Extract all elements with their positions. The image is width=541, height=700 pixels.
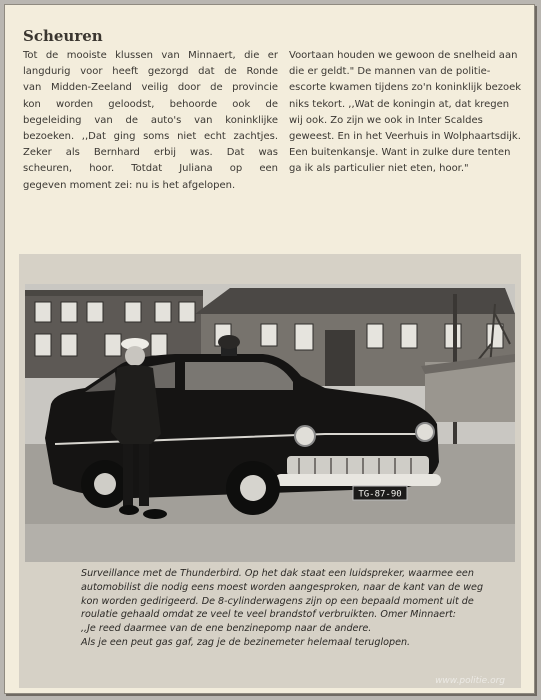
caption-line: kon worden gedirigeerd. De 8-cylinderwagens zijn op een bepaald moment uit de	[81, 595, 474, 607]
article-line: escorte kwamen tijdens zo'n koninklijk bezoek	[289, 82, 522, 94]
article-line: ga ik als particulier niet eten, hoor."	[289, 163, 469, 175]
caption-line: automobilist die nodig eens moest worden aangesproken, naar de kant van de weg	[81, 581, 484, 593]
section-heading: Scheuren	[23, 27, 103, 45]
article-line: van Midden-Zeeland veilig door de provincie	[23, 82, 278, 94]
article-line: scheuren, hoor. Totdat Juliana op een	[23, 163, 278, 175]
police-car-photo	[25, 284, 515, 562]
article-line: langdurig voor heeft gezorgd dat de Ronde	[23, 66, 278, 78]
caption-line: Als je een peut gas gaf, zag je de bezinemeter helemaal teruglopen.	[81, 636, 411, 648]
caption-line: roulatie gehaald omdat ze veel te veel brandstof verbruikten. Omer Minnaert:	[81, 609, 457, 621]
article-column-left	[23, 48, 278, 194]
article-line: wij ook. Zo zijn we ook in Inter Scaldes	[289, 114, 483, 126]
watermark: www.politie.org	[435, 676, 505, 686]
article-line: niks tekort. ,,Wat de koningin at, dat kregen	[289, 98, 510, 110]
caption-line: Surveillance met de Thunderbird. Op het dak staat een luidspreker, waarmee een	[81, 568, 474, 579]
caption-line: ,,Je reed daarmee van de ene benzinepomp naar de andere.	[81, 623, 372, 635]
article-line: gegeven moment zei: nu is het afgelopen.	[23, 179, 236, 191]
article-line: geweest. En in het Veerhuis in Wolphaartsdijk.	[289, 131, 521, 143]
article-line: kon worden geloodst, behoorde ook de	[23, 98, 278, 110]
photo-illustration	[25, 284, 515, 562]
article-line: Tot de mooiste klussen van Minnaert, die er	[23, 50, 278, 61]
article-line: Voortaan houden we gewoon de snelheid aan	[289, 50, 518, 61]
article-line: bezoeken. ,,Dat ging soms niet echt zachtjes.	[23, 131, 278, 143]
article-column-right	[289, 48, 521, 178]
article-line: die er geldt." De mannen van de politie-	[289, 66, 491, 78]
photo-panel	[19, 254, 521, 688]
article-line: Zeker als Bernhard erbij was. Dat was	[23, 147, 278, 159]
article-line: Een buitenkansje. Want in zulke dure tenten	[289, 147, 511, 159]
license-plate-text: TG-87-90	[358, 489, 402, 500]
photo-caption	[81, 567, 511, 650]
article-line: begeleiding van de auto's van koninklijke	[23, 114, 278, 126]
magazine-page	[4, 4, 535, 694]
